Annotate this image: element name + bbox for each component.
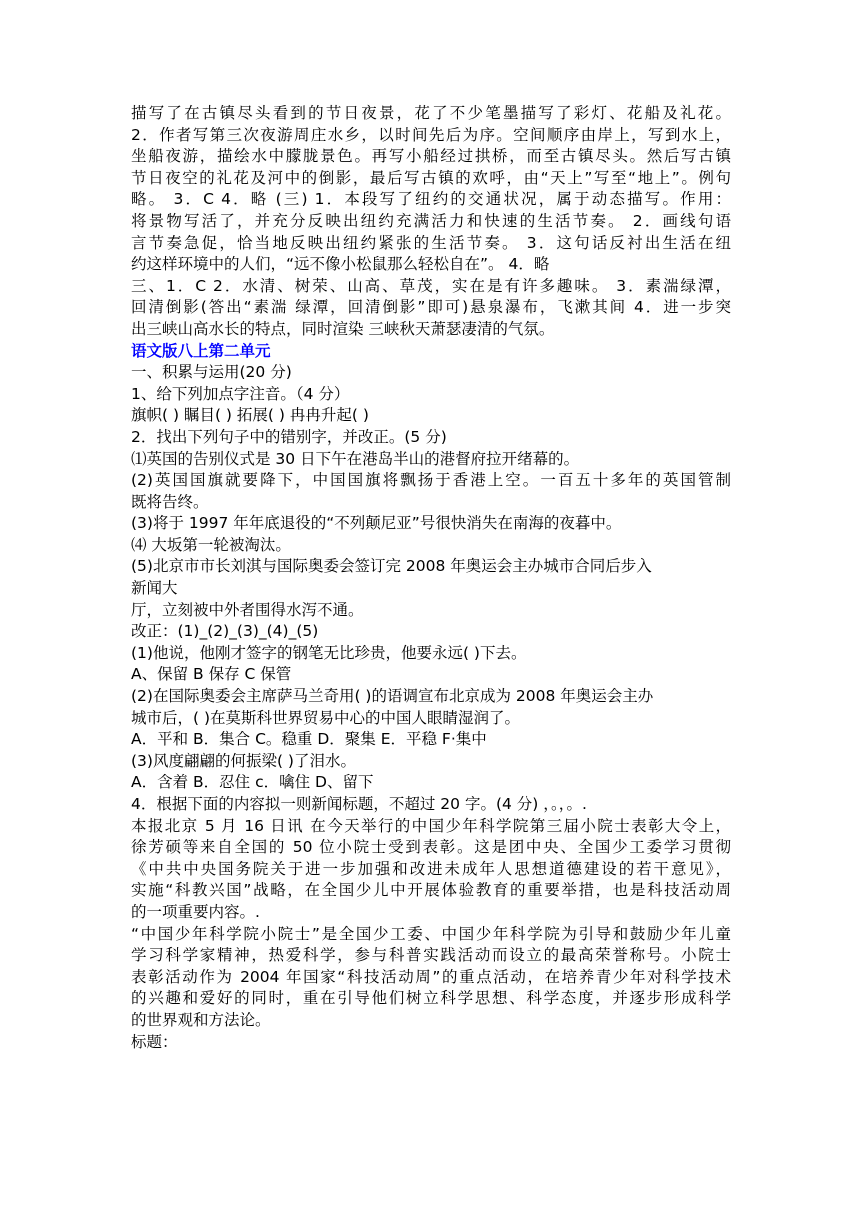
- text-line: 改正：(1)_(2)_(3)_(4)_(5): [131, 622, 319, 641]
- text-line: 三、1．C 2．水清、树荣、山高、草茂，实在是有许多趣味。 3．素湍绿潭，: [131, 276, 731, 295]
- text-line: 学习科学家精神，热爱科学，参与科普实践活动而设立的最高荣誉称号。小院士: [131, 946, 731, 965]
- text-line: 标题：: [131, 1032, 178, 1051]
- text-line: 实施“科教兴国”战略，在全国少儿中开展体验教育的重要举措，也是科技活动周: [131, 881, 731, 900]
- text-line: ⑴英国的告别仪式是 30 日下午在港岛半山的港督府拉开绪幕的。: [131, 449, 580, 468]
- text-line: (5)北京市市长刘淇与国际奥委会签订完 2008 年奥运会主办城市合同后步入: [131, 557, 652, 576]
- text-line: 回清倒影(答出“素湍 绿潭，回清倒影”即可)悬泉瀑布，飞漱其间 4．进一步突: [131, 298, 731, 317]
- text-line: (2)在国际奥委会主席萨马兰奇用( )的语调宣布北京成为 2008 年奥运会主办: [131, 687, 654, 706]
- text-line: 2．找出下列句子中的错别字，并改正。(5 分): [131, 427, 447, 446]
- text-line: 厅，立刻被中外者围得水泻不通。: [131, 600, 364, 619]
- text-line: 出三峡山高水长的特点，同时渲染 三峡秋天萧瑟凄清的气氛。: [131, 319, 555, 338]
- document-body: [131, 103, 731, 1053]
- text-line: (2)英国国旗就要降下，中国国旗将飘扬于香港上空。一百五十多年的英国管制: [131, 471, 731, 490]
- text-line: 坐船夜游，描绘水中朦胧景色。再写小船经过拱桥，而至古镇尽头。然后写古镇: [131, 147, 731, 166]
- text-line: ⑷ 大坂第一轮被淘汰。: [131, 535, 291, 554]
- text-line: A．平和 B．集合 C。稳重 D．聚集 E．平稳 F·集中: [131, 730, 487, 749]
- text-line: A．含着 B．忍住 c．噙住 D、留下: [131, 773, 374, 792]
- section-heading: 语文版八上第二单元: [131, 341, 271, 360]
- text-line: 1、给下列加点字注音。（4 分）: [131, 384, 350, 403]
- text-line: (1)他说，他刚才签字的钢笔无比珍贵，他要永远( )下去。: [131, 643, 527, 662]
- text-line: 的世界观和方法论。: [131, 1010, 271, 1029]
- text-line: 2．作者写第三次夜游周庄水乡，以时间先后为序。空间顺序由岸上，写到水上，: [131, 125, 731, 144]
- text-line: 旗帜( ) 瞩目( ) 拓展( ) 冉冉升起( ): [131, 406, 369, 425]
- text-line: 《中共中央国务院关于进一步加强和改进未成年人思想道德建设的若干意见》，: [131, 859, 731, 878]
- text-line: 表彰活动作为 2004 年国家“科技活动周”的重点活动，在培养青少年对科学技术: [131, 967, 731, 986]
- text-line: 4．根据下面的内容拟一则新闻标题，不超过 20 字。(4 分) ，。，。.: [131, 795, 587, 813]
- text-line: A、保留 B 保存 C 保管: [131, 665, 292, 684]
- text-line: 本报北京 5 月 16 日讯 在今天举行的中国少年科学院第三届小院士表彰大令上，: [131, 816, 731, 835]
- text-line: 新闻大: [131, 579, 178, 598]
- text-line: 节日夜空的礼花及河中的倒影，最后写古镇的欢呼，由“天上”写至“地上”。例句: [131, 168, 731, 187]
- text-line: 城市后，( )在莫斯科世界贸易中心的中国人眼睛湿润了。: [131, 708, 521, 727]
- text-line: 一、积累与运用(20 分): [131, 363, 292, 382]
- text-line: 约这样环境中的人们，“远不像小松鼠那么轻松自在”。 4．略: [131, 255, 550, 274]
- text-line: “中国少年科学院小院士”是全国少工委、中国少年科学院为引导和鼓励少年儿童: [131, 924, 731, 943]
- text-line: 既将告终。: [131, 492, 209, 511]
- text-line: 的兴趣和爱好的同时，重在引导他们树立科学思想、科学态度，并逐步形成科学: [131, 989, 731, 1008]
- text-line: (3)将于 1997 年年底退役的“不列颠尼亚”号很快消失在南海的夜暮中。: [131, 514, 622, 533]
- text-line: 徐芳硕等来自全国的 50 位小院士受到表彰。这是团中央、全国少工委学习贯彻: [131, 838, 731, 857]
- text-line: (3)风度翩翩的何振梁( )了泪水。: [131, 751, 356, 770]
- text-line: 将景物写活了，并充分反映出纽约充满活力和快速的生活节奏。 2．画线句语: [131, 211, 731, 230]
- text-line: 言节奏急促，恰当地反映出纽约紧张的生活节奏。 3．这句话反衬出生活在纽: [131, 233, 731, 252]
- text-line: 略。 3．C 4．略 (三) 1．本段写了纽约的交通状况，属于动态描写。作用：: [131, 190, 731, 209]
- text-line: 描写了在古镇尽头看到的节日夜景，花了不少笔墨描写了彩灯、花船及礼花。: [131, 104, 731, 122]
- text-line: 的一项重要内容。.: [131, 902, 260, 921]
